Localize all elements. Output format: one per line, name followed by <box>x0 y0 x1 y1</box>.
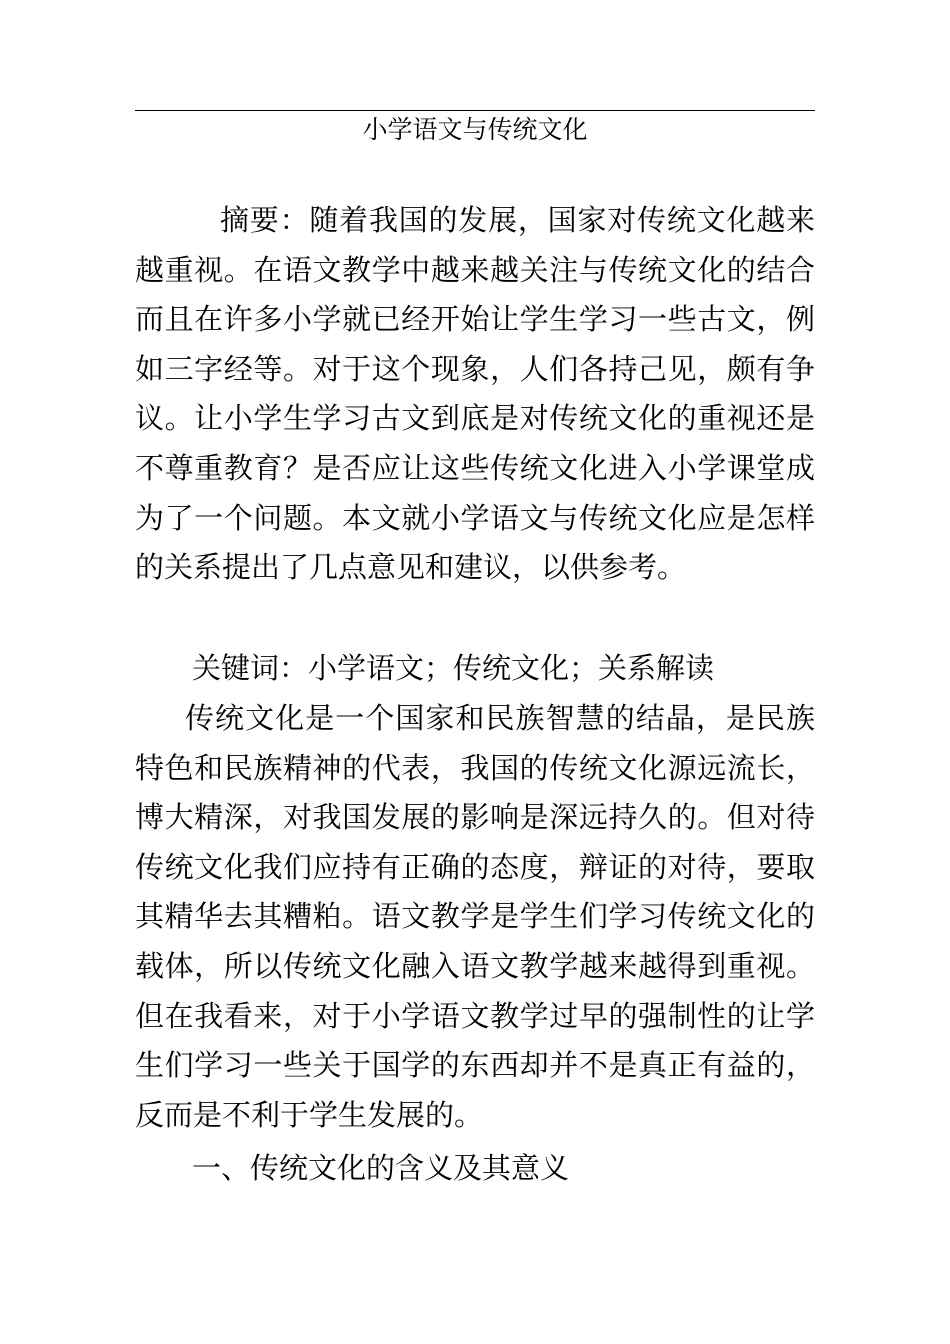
section-heading: 一、传统文化的含义及其意义 <box>192 1151 570 1185</box>
page-title: 小学语文与传统文化 <box>362 115 588 144</box>
body-paragraph: 传统文化是一个国家和民族智慧的结晶，是民族特色和民族精神的代表，我国的传统文化源远流长，博大精深，对我国发展的影响是深远持久的。但对待传统文化我们应持有正确的态度，辩证的对待，要取其精华去其糟粕。语文教学是学生们学习传统文化的载体，所以传统文化融入语文教学越来越得到重视。但在我看来，对于小学语文教学过早的强制性的让学生们学习一些关于国学的东西却并不是真正有益的，反而是不利于学生发展的。 <box>135 701 815 1132</box>
abstract-paragraph: 摘要：随着我国的发展，国家对传统文化越来越重视。在语文教学中越来越关注与传统文化的结合而且在许多小学就已经开始让学生学习一些古文，例如三字经等。对于这个现象，人们各持己见，颇有争议。让小学生学习古文到底是对传统文化的重视还是不尊重教育？是否应让这些传统文化进入小学课堂成为了一个问题。本文就小学语文与传统文化应是怎样的关系提出了几点意见和建议，以供参考。 <box>135 203 815 585</box>
keywords-line: 关键词：小学语文；传统文化；关系解读 <box>192 651 715 685</box>
header-rule <box>135 110 815 111</box>
